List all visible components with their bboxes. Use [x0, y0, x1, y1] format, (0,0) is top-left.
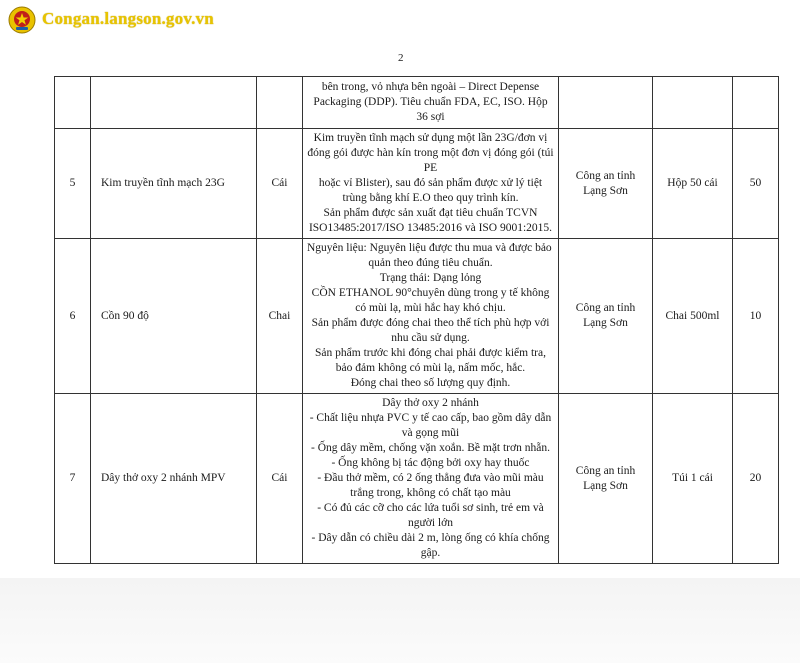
spec-line: - Ống dây mềm, chống vặn xoắn. Bề mặt trơn nhẵn. [311, 442, 550, 454]
item-name: Dây thở oxy 2 nhánh MPV [91, 394, 257, 564]
spec-line: 36 sợi [416, 111, 445, 123]
spec-line: Sản phẩm được đóng chai theo thể tích phù hợp với [311, 317, 550, 329]
spec-line: Sản phẩm trước khi đóng chai phải được kiểm tra, [315, 347, 546, 359]
spec-line: bên trong, vỏ nhựa bên ngoài – Direct Depense [321, 81, 540, 93]
item-name: Cồn 90 độ [91, 239, 257, 394]
packaging [653, 77, 733, 129]
page-number: 2 [398, 52, 404, 64]
quantity: 20 [733, 394, 779, 564]
packaging: Túi 1 cái [653, 394, 733, 564]
site-header [0, 0, 800, 40]
spec-line: - Chất liệu nhựa PVC y tế cao cấp, bao gồm dây dẫn [309, 412, 552, 424]
item-specification [303, 129, 559, 239]
supply-table [54, 76, 779, 564]
item-specification [303, 394, 559, 564]
site-name[interactable]: Congan.langson.gov.vn [42, 9, 214, 28]
spec-line: nhu cầu sử dụng. [391, 332, 470, 344]
spec-line: gập. [420, 547, 441, 559]
spec-line: người lớn [408, 517, 453, 529]
table-row [55, 394, 779, 564]
police-emblem-icon[interactable] [8, 6, 36, 34]
item-unit: Cái [257, 394, 303, 564]
page-bottom-margin [0, 578, 800, 663]
spec-line: - Dây dẫn có chiều dài 2 m, lòng ống có khía chống [311, 532, 550, 544]
packaging: Chai 500ml [653, 239, 733, 394]
table-row [55, 129, 779, 239]
spec-line: trùng bằng khí E.O theo quy trình kín. [342, 192, 519, 204]
spec-line: Sản phẩm được sản xuất đạt tiêu chuẩn TCVN [323, 207, 538, 219]
quantity [733, 77, 779, 129]
spec-line: quản theo đúng tiêu chuẩn. [368, 257, 493, 269]
spec-line: - Ống không bị tác động bởi oxy hay thuốc [331, 457, 530, 469]
receiving-unit: Công an tỉnh Lạng Sơn [559, 394, 653, 564]
row-number: 6 [55, 239, 91, 394]
receiving-unit [559, 77, 653, 129]
spec-line: Trạng thái: Dạng lỏng [379, 272, 482, 284]
packaging: Hộp 50 cái [653, 129, 733, 239]
row-number [55, 77, 91, 129]
spec-line: ISO13485:2017/ISO 13485:2016 và ISO 9001:2015. [308, 222, 553, 234]
receiving-unit: Công an tỉnh Lạng Sơn [559, 129, 653, 239]
item-name [91, 77, 257, 129]
receiving-unit: Công an tỉnh Lạng Sơn [559, 239, 653, 394]
spec-line: có mùi lạ, mùi hắc hay khó chịu. [355, 302, 506, 314]
item-specification [303, 77, 559, 129]
spec-line: Đóng chai theo số lượng quy định. [350, 377, 511, 389]
quantity: 50 [733, 129, 779, 239]
item-unit: Chai [257, 239, 303, 394]
spec-line: - Có đủ các cỡ cho các lứa tuổi sơ sinh, trẻ em và [317, 502, 544, 514]
item-specification [303, 239, 559, 394]
spec-line: - Đầu thở mềm, có 2 ống thẳng đưa vào mũi màu [317, 472, 544, 484]
item-name: Kim truyền tĩnh mạch 23G [91, 129, 257, 239]
spec-line: bảo đảm không có mùi lạ, nấm mốc, hắc. [335, 362, 526, 374]
spec-line: đóng gói được hàn kín trong một đơn vị đóng gói (túi [307, 147, 554, 159]
spec-line: trắng trong, không có chất tạo màu [350, 487, 511, 499]
table-row [55, 239, 779, 394]
row-number: 7 [55, 394, 91, 564]
spec-line: PE [423, 162, 438, 174]
spec-line: Nguyên liệu: Nguyên liệu được thu mua và được bảo [307, 242, 552, 254]
quantity: 10 [733, 239, 779, 394]
spec-line: CỒN ETHANOL 90°chuyên dùng trong y tế không [311, 287, 550, 299]
item-unit [257, 77, 303, 129]
spec-line: hoặc vỉ Blister), sau đó sản phẩm được xử lý tiệt [318, 177, 543, 189]
spec-line: Dây thở oxy 2 nhánh [382, 397, 479, 409]
row-number: 5 [55, 129, 91, 239]
spec-line: Packaging (DDP). Tiêu chuẩn FDA, EC, ISO. Hộp [313, 96, 548, 108]
table-row [55, 77, 779, 129]
item-unit: Cái [257, 129, 303, 239]
spec-line: và gọng mũi [401, 427, 460, 439]
spec-line: Kim truyền tĩnh mạch sử dụng một lần 23G/đơn vị [313, 132, 548, 144]
